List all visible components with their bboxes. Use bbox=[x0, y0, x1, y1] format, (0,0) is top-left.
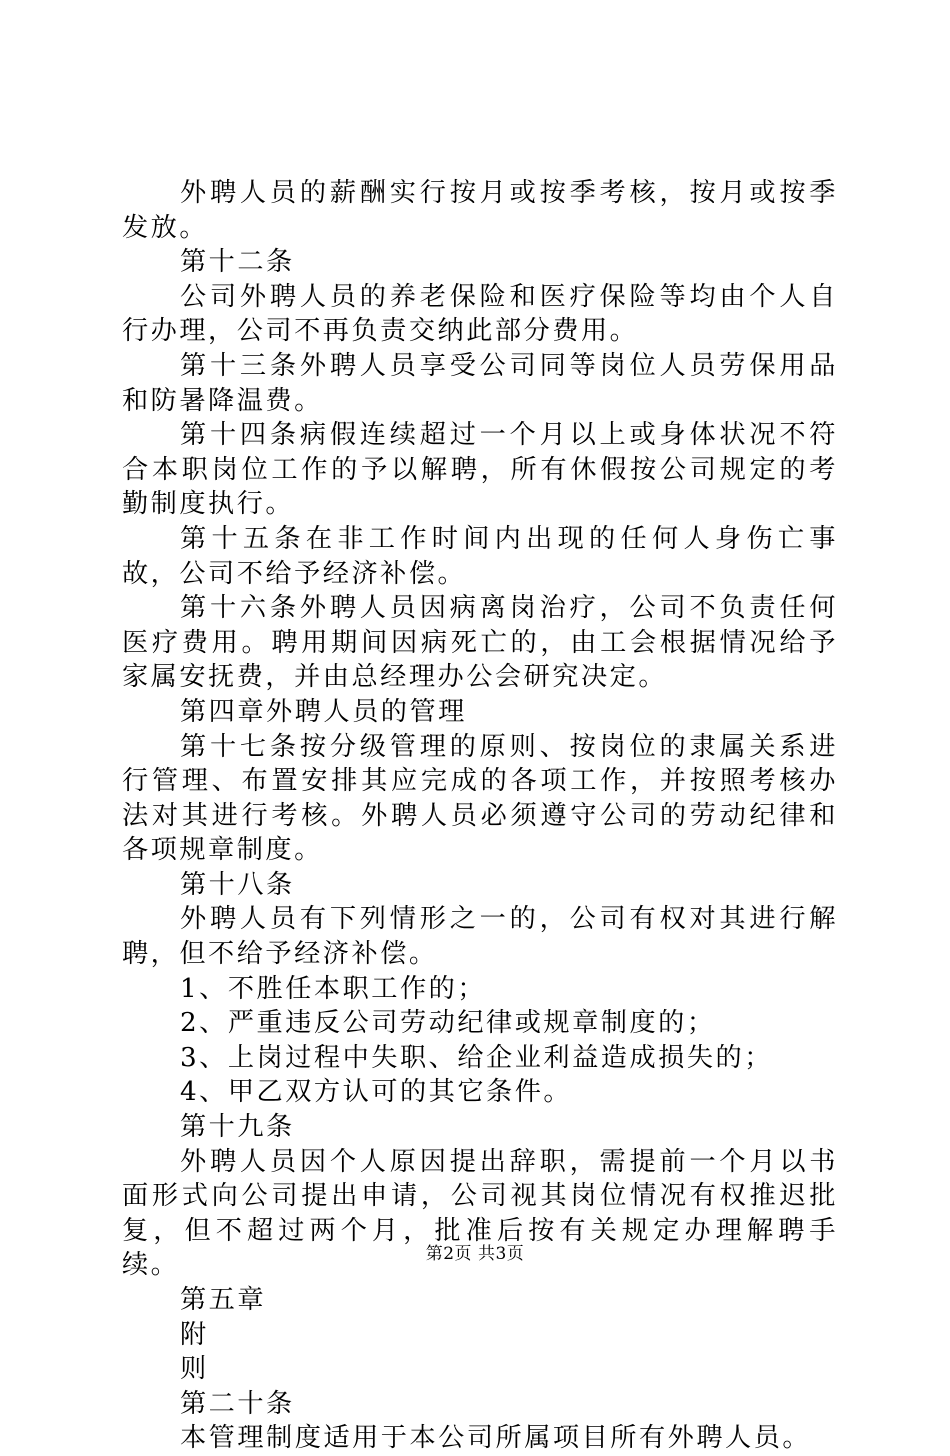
article-16: 第十六条外聘人员因病离岗治疗，公司不负责任何医疗费用。聘用期间因病死亡的，由工会根据情况给予家属安抚费，并由总经理办公会研究决定。 bbox=[122, 593, 838, 693]
list-item: 3、上岗过程中失职、给企业利益造成损失的； bbox=[180, 1042, 773, 1073]
article-15: 第十五条在非工作时间内出现的任何人身伤亡事故，公司不给予经济补偿。 bbox=[122, 523, 838, 589]
page-number-footer: 第2页 共3页 bbox=[425, 1244, 525, 1264]
list-item: 2、严重违反公司劳动纪律或规章制度的； bbox=[180, 1008, 716, 1039]
article-18-heading: 第十八条 bbox=[180, 869, 295, 900]
article-14: 第十四条病假连续超过一个月以上或身体状况不符合本职岗位工作的予以解聘，所有休假按公司规定的考勤制度执行。 bbox=[122, 420, 838, 520]
chapter-5-title-part-1: 附 bbox=[180, 1319, 209, 1350]
paragraph-insurance: 公司外聘人员的养老保险和医疗保险等均由个人自行办理，公司不再负责交纳此部分费用。 bbox=[122, 281, 838, 347]
list-item: 1、不胜任本职工作的； bbox=[180, 973, 487, 1004]
article-13: 第十三条外聘人员享受公司同等岗位人员劳保用品和防暑降温费。 bbox=[122, 350, 838, 416]
paragraph-resignation: 外聘人员因个人原因提出辞职，需提前一个月以书面形式向公司提出申请，公司视其岗位情况有权推迟批复，但不超过两个月，批准后按有关规定办理解聘手续。 bbox=[122, 1146, 838, 1281]
paragraph-dismissal-conditions: 外聘人员有下列情形之一的，公司有权对其进行解聘，但不给予经济补偿。 bbox=[122, 904, 838, 970]
chapter-5-title-part-2: 则 bbox=[180, 1354, 209, 1385]
article-19-heading: 第十九条 bbox=[180, 1112, 295, 1143]
paragraph-scope: 本管理制度适用于本公司所属项目所有外聘人员。 bbox=[180, 1423, 812, 1454]
chapter-5-heading: 第五章 bbox=[180, 1285, 267, 1315]
list-item: 4、甲乙双方认可的其它条件。 bbox=[180, 1077, 573, 1108]
article-17: 第十七条按分级管理的原则、按岗位的隶属关系进行管理、布置安排其应完成的各项工作，并按照考核办法对其进行考核。外聘人员必须遵守公司的劳动纪律和各项规章制度。 bbox=[122, 731, 838, 866]
article-12-heading: 第十二条 bbox=[180, 247, 295, 278]
paragraph-salary-assessment: 外聘人员的薪酬实行按月或按季考核，按月或按季发放。 bbox=[122, 178, 838, 243]
chapter-4-heading: 第四章外聘人员的管理 bbox=[180, 696, 467, 727]
article-20-heading: 第二十条 bbox=[180, 1388, 295, 1419]
